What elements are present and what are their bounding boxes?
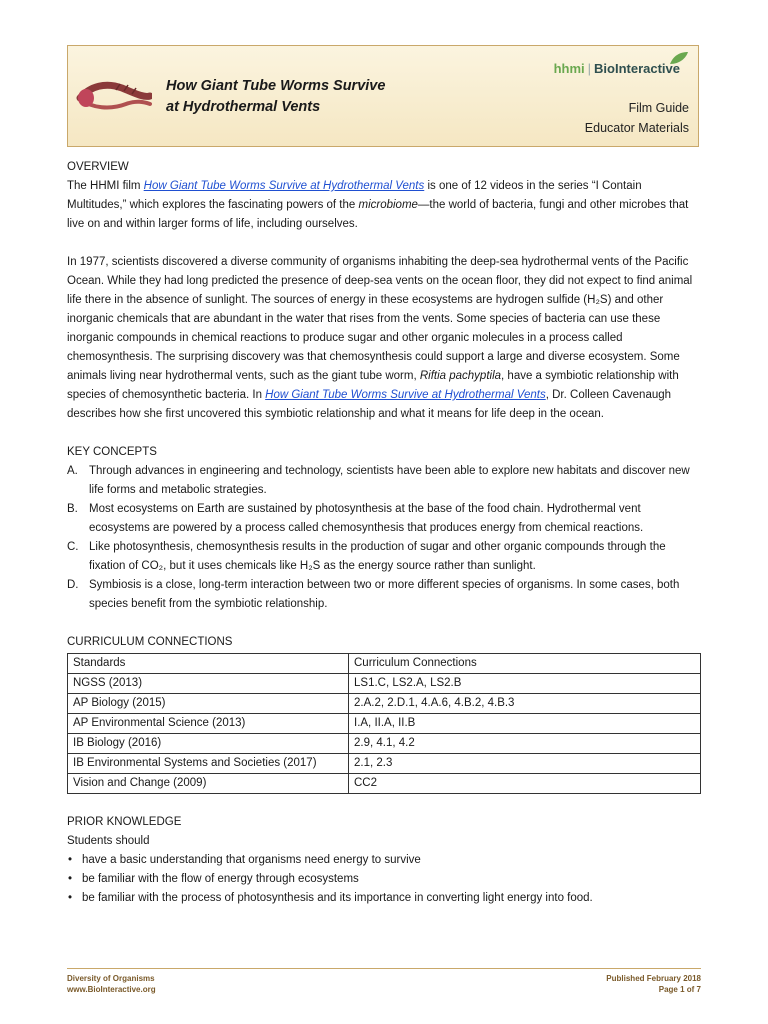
table-row: AP Environmental Science (2013) I.A, II.A, II.B [68,714,701,734]
prior-knowledge-intro: Students should [67,835,150,847]
list-item: A. Through advances in engineering and technology, scientists have been able to explore new habitats and discover new life forms and metabolic strategies. [67,465,690,496]
table-row: NGSS (2013) LS1.C, LS2.A, LS2.B [68,674,701,694]
table-header-row [68,654,701,674]
footer-right: Published February 2018 Page 1 of 7 [606,974,701,994]
main-content [67,158,701,908]
table-row: AP Biology (2015) 2.A.2, 2.D.1, 4.A.6, 4.B.2, 4.B.3 [68,694,701,714]
list-item: • be familiar with the process of photosynthesis and its importance in converting light energy into food. [67,889,701,908]
footer-divider [67,968,701,969]
list-item: B. Most ecosystems on Earth are sustained by photosynthesis at the base of the food chain. Hydrothermal vent ecosystems are powered by a process called chemosynthesis that produces energy from chemical reactions. [67,503,644,534]
table-row: IB Biology (2016) 2.9, 4.1, 4.2 [68,734,701,754]
section-heading-overview: OVERVIEW [67,161,129,173]
biointeractive-logo: hhmi | BioInteractive [553,61,680,76]
section-heading-prior-knowledge: PRIOR KNOWLEDGE [67,816,182,828]
overview-paragraph-2: In 1977, scientists discovered a diverse community of organisms inhabiting the deep-sea hydrothermal vents of the Pacific Ocean. While they had long predicted the presence of deep-sea vents on the ocean floor, they did not expect to find animal life there in the absence of sunlight. The sources of energy in these ecosystems are hydrogen sulfide (H₂S) and other inorganic chemicals that are abundant in the water that rises from the vents. Some species of bacteria can use these inorganic compounds in chemical reactions to produce sugar and other organic molecules in a process called chemosynthesis. The surprising discovery was that chemosynthesis could support a large and diverse ecosystem. Some animals living near hydrothermal vents, such as the giant tube worm, Riftia pachyptila, have a symbiotic relationship with species of chemosynthetic bacteria. In How Giant Tube Worms Survive at Hydrothermal Vents, Dr. Colleen Cavenaugh describes how she first uncovered this symbiotic relationship and what it means for life deep in the ocean. [67,256,693,420]
table-row: IB Environmental Systems and Societies (2017) 2.1, 2.3 [68,754,701,774]
list-item: • be familiar with the flow of energy through ecosystems [67,870,701,889]
section-heading-curriculum: CURRICULUM CONNECTIONS [67,636,233,648]
list-item: C. Like photosynthesis, chemosynthesis results in the production of sugar and other organic compounds through the fixation of CO₂, but it uses chemicals like H₂S as the energy source rather than sunlight. [67,541,666,572]
list-item: • have a basic understanding that organisms need energy to survive [67,851,701,870]
prior-knowledge-list [67,851,701,908]
overview-paragraph-1: The HHMI film How Giant Tube Worms Survive at Hydrothermal Vents is one of 12 videos in the series “I Contain Multitudes,” which explores the fascinating powers of the microbiome—the world of bacteria, fungi and other microbes that live on and within larger forms of life, including ourselves. [67,180,689,230]
key-concepts-list [67,462,701,614]
footer-left: Diversity of Organisms www.BioInteractive.org [67,974,156,994]
page-title: How Giant Tube Worms Survive at Hydrothermal Vents [166,78,386,115]
column-header-standards: Standards [68,654,349,674]
section-heading-key-concepts: KEY CONCEPTS [67,446,157,458]
table-row: Vision and Change (2009) CC2 [68,774,701,794]
film-link[interactable]: How Giant Tube Worms Survive at Hydrothermal Vents [143,180,425,192]
document-type: Film Guide Educator Materials [584,101,689,135]
tube-worm-icon [76,68,152,118]
column-header-connections: Curriculum Connections [349,654,701,674]
curriculum-table [67,653,701,794]
title-banner [67,45,699,147]
list-item: D. Symbiosis is a close, long-term interaction between two or more different species of organisms. In some cases, both species benefit from the symbiotic relationship. [67,579,680,610]
film-link-2[interactable]: How Giant Tube Worms Survive at Hydrothermal Vents [265,389,546,401]
